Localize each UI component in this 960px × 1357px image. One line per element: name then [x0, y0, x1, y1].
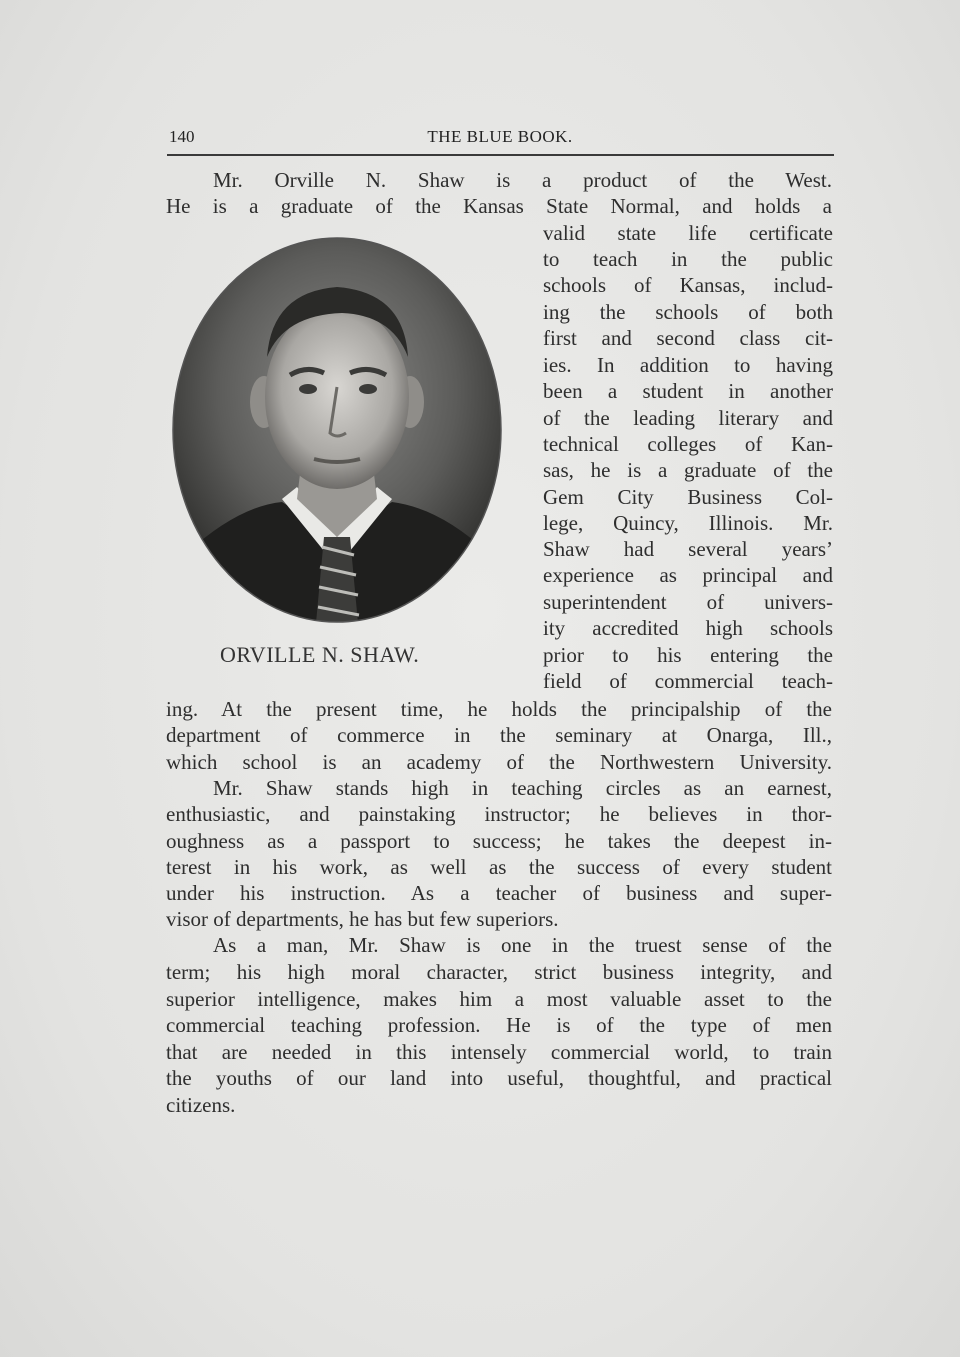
text-line: Shaw had several years’	[543, 537, 833, 561]
text-line: As a man, Mr. Shaw is one in the truest sense of the	[213, 933, 832, 957]
portrait-photo	[172, 237, 502, 623]
text-line: lege, Quincy, Illinois. Mr.	[543, 511, 833, 535]
text-line: field of commercial teach-	[543, 669, 833, 693]
running-header	[167, 127, 833, 153]
text-line: first and second class cit-	[543, 326, 833, 350]
text-line: oughness as a passport to success; he takes the deepest in-	[166, 829, 832, 853]
text-line: He is a graduate of the Kansas State Normal, and holds a	[166, 194, 832, 218]
text-line: department of commerce in the seminary at Onarga, Ill.,	[166, 723, 832, 747]
text-line: technical colleges of Kan-	[543, 432, 833, 456]
text-line: under his instruction. As a teacher of business and super-	[166, 881, 832, 905]
text-line: schools of Kansas, includ-	[543, 273, 833, 297]
text-line: been a student in another	[543, 379, 833, 403]
running-title: THE BLUE BOOK.	[427, 127, 573, 146]
text-line: term; his high moral character, strict business integrity, and	[166, 960, 832, 984]
text-line: that are needed in this intensely commercial world, to train	[166, 1040, 832, 1064]
header-rule	[167, 154, 834, 156]
text-line: prior to his entering the	[543, 643, 833, 667]
text-line: of the leading literary and	[543, 406, 833, 430]
text-line: which school is an academy of the Northwestern University.	[166, 750, 832, 774]
text-line: ing the schools of both	[543, 300, 833, 324]
text-line: valid state life certificate	[543, 221, 833, 245]
portrait-caption: ORVILLE N. SHAW.	[220, 642, 420, 667]
text-line: superior intelligence, makes him a most valuable asset to the	[166, 987, 832, 1011]
text-line: ies. In addition to having	[543, 353, 833, 377]
text-line: Mr. Shaw stands high in teaching circles as an earnest,	[213, 776, 832, 800]
text-line: Mr. Orville N. Shaw is a product of the West.	[213, 168, 832, 192]
text-line: experience as principal and	[543, 563, 833, 587]
text-line: to teach in the public	[543, 247, 833, 271]
text-line: the youths of our land into useful, thoughtful, and practical	[166, 1066, 832, 1090]
text-line: terest in his work, as well as the success of every student	[166, 855, 832, 879]
text-line: Gem City Business Col-	[543, 485, 833, 509]
text-line: superintendent of univers-	[543, 590, 833, 614]
text-line: commercial teaching profession. He is of the type of men	[166, 1013, 832, 1037]
text-line: ity accredited high schools	[543, 616, 833, 640]
text-line: enthusiastic, and painstaking instructor; he believes in thor-	[166, 802, 832, 826]
page-number: 140	[169, 127, 195, 146]
text-line: citizens.	[166, 1093, 236, 1117]
text-line: visor of departments, he has but few superiors.	[166, 907, 559, 931]
text-line: sas, he is a graduate of the	[543, 458, 833, 482]
text-line: ing. At the present time, he holds the principalship of the	[166, 697, 832, 721]
